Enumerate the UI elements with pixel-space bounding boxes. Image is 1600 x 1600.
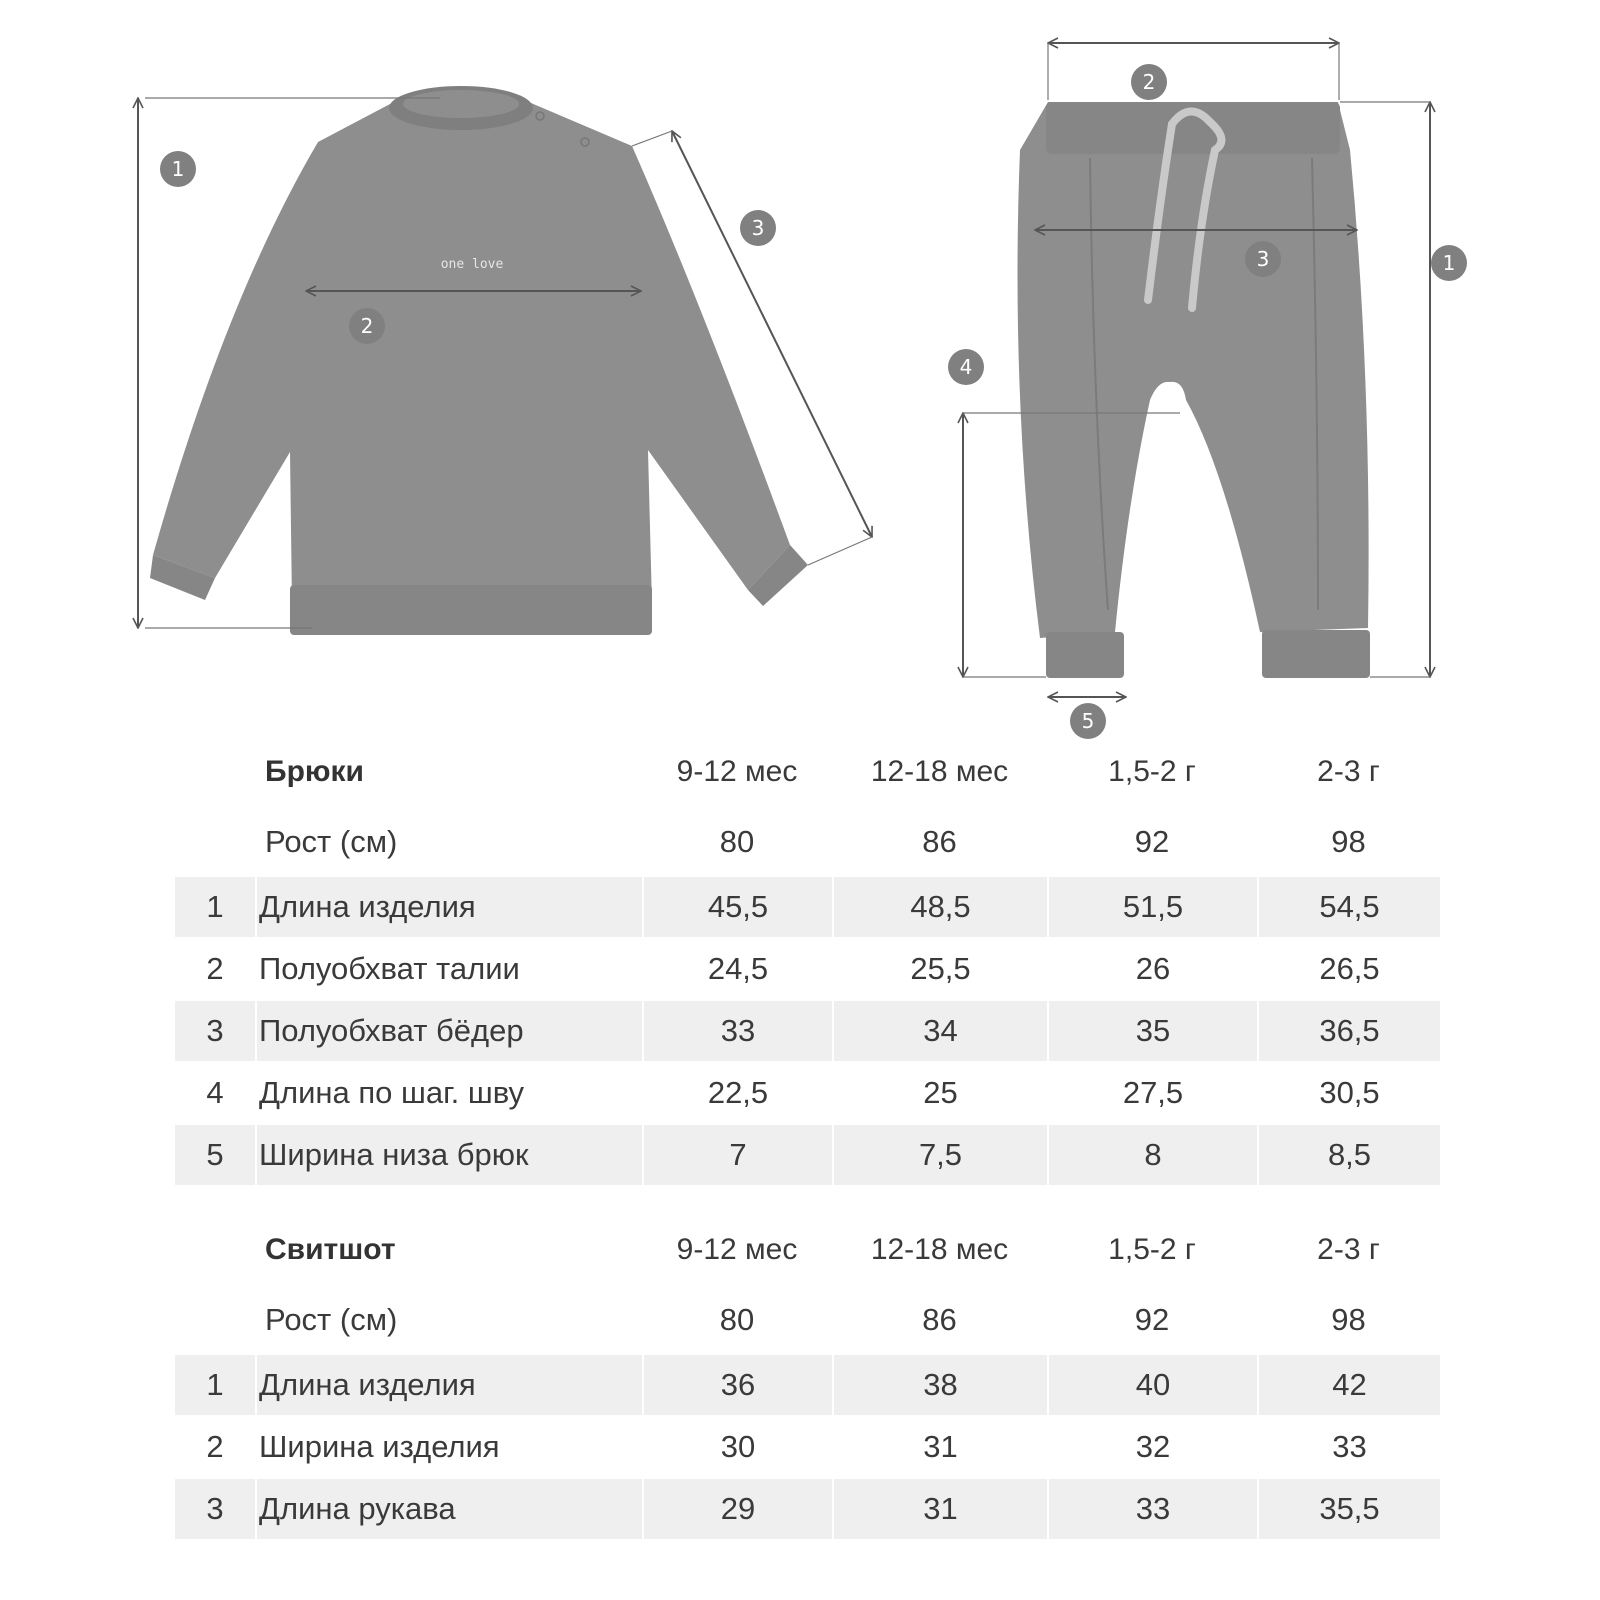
height-value: 92 (1134, 1302, 1170, 1337)
cell-value: 34 (832, 1001, 1047, 1061)
marker-badge-4 (948, 349, 984, 385)
size-header: 1,5-2 г (1108, 1233, 1196, 1266)
size-header: 2-3 г (1317, 1233, 1380, 1266)
row-label: Полуобхват бёдер (255, 1001, 642, 1061)
cell-value: 42 (1257, 1355, 1440, 1415)
cell-value: 40 (1047, 1355, 1257, 1415)
svg-text:1: 1 (1442, 251, 1456, 275)
row-label: Длина изделия (255, 877, 642, 937)
cell-value: 7,5 (832, 1125, 1047, 1185)
cell-value: 27,5 (1047, 1063, 1257, 1123)
svg-text:3: 3 (1256, 247, 1270, 271)
height-value: 98 (1331, 824, 1366, 859)
cell-value: 45,5 (642, 877, 832, 937)
table-row (175, 1001, 1440, 1061)
marker-badge-2 (349, 308, 385, 344)
pants-size-table (175, 737, 1440, 1187)
row-number: 3 (175, 1479, 255, 1539)
row-number: 4 (206, 1075, 224, 1110)
height-value: 86 (922, 824, 957, 859)
sweatshirt-size-table (175, 1215, 1440, 1541)
cell-value: 33 (1257, 1417, 1440, 1477)
row-number: 2 (206, 951, 224, 986)
size-header: 9-12 мес (676, 755, 798, 788)
row-number: 5 (175, 1125, 255, 1185)
row-number: 1 (175, 1355, 255, 1415)
row-label: Длина изделия (255, 1355, 642, 1415)
table-row (175, 1125, 1440, 1185)
svg-text:3: 3 (751, 216, 765, 240)
cell-value: 25 (832, 1063, 1047, 1123)
cell-value: 35,5 (1257, 1479, 1440, 1539)
cell-value: 26,5 (1257, 939, 1440, 999)
cell-value: 32 (1047, 1417, 1257, 1477)
table-row (175, 877, 1440, 937)
row-label: Ширина низа брюк (255, 1125, 642, 1185)
marker-badge-1 (1431, 245, 1467, 281)
marker-badge-5 (1070, 703, 1106, 739)
marker-badge-2 (1131, 64, 1167, 100)
marker-badge-3 (1245, 241, 1281, 277)
cell-value: 48,5 (832, 877, 1047, 937)
row-label: Длина по шаг. шву (255, 1063, 642, 1123)
height-label: Рост (см) (265, 1302, 398, 1337)
cell-value: 30,5 (1257, 1063, 1440, 1123)
height-row (175, 807, 1440, 877)
height-value: 86 (922, 1302, 957, 1337)
height-value: 80 (719, 824, 755, 859)
pants-right-cuff (1262, 630, 1370, 678)
cell-value: 54,5 (1257, 877, 1440, 937)
row-label: Полуобхват талии (255, 939, 642, 999)
cell-value: 8,5 (1257, 1125, 1440, 1185)
cell-value: 29 (642, 1479, 832, 1539)
row-label: Длина рукава (255, 1479, 642, 1539)
table-header (175, 737, 1440, 807)
cell-value: 30 (642, 1417, 832, 1477)
height-value: 80 (719, 1302, 755, 1337)
cell-value: 7 (642, 1125, 832, 1185)
pants-illustration (948, 43, 1467, 739)
cell-value: 36,5 (1257, 1001, 1440, 1061)
size-header: 2-3 г (1317, 755, 1380, 788)
table-row (175, 1479, 1440, 1539)
cell-value: 51,5 (1047, 877, 1257, 937)
table-row (175, 1355, 1440, 1415)
cell-value: 38 (832, 1355, 1047, 1415)
svg-text:4: 4 (959, 355, 973, 379)
cell-value: 31 (832, 1417, 1047, 1477)
size-header: 9-12 мес (676, 1233, 798, 1266)
svg-text:2: 2 (1142, 70, 1156, 94)
table-row (175, 939, 1440, 999)
height-row (175, 1285, 1440, 1355)
svg-text:5: 5 (1081, 709, 1095, 733)
sweatshirt-illustration (138, 86, 872, 635)
size-header: 1,5-2 г (1108, 755, 1196, 788)
row-label: Ширина изделия (255, 1417, 642, 1477)
table-row (175, 1417, 1440, 1477)
table-title: Брюки (265, 755, 364, 788)
row-number: 3 (175, 1001, 255, 1061)
garment-illustrations (0, 0, 1600, 733)
height-value: 98 (1331, 1302, 1366, 1337)
row-number: 2 (206, 1429, 224, 1464)
size-header: 12-18 мес (870, 755, 1009, 788)
svg-text:1: 1 (171, 157, 185, 181)
sweatshirt-hem-rib (290, 585, 652, 635)
cell-value: 35 (1047, 1001, 1257, 1061)
cell-value: 8 (1047, 1125, 1257, 1185)
cell-value: 22,5 (642, 1063, 832, 1123)
cell-value: 31 (832, 1479, 1047, 1539)
table-header (175, 1215, 1440, 1285)
cell-value: 33 (1047, 1479, 1257, 1539)
pants-left-cuff (1046, 632, 1124, 678)
cell-value: 26 (1047, 939, 1257, 999)
height-label: Рост (см) (265, 824, 398, 859)
table-title: Свитшот (265, 1233, 396, 1266)
cell-value: 24,5 (642, 939, 832, 999)
sweatshirt-body (153, 98, 790, 605)
marker-badge-3 (740, 210, 776, 246)
cell-value: 33 (642, 1001, 832, 1061)
size-header: 12-18 мес (870, 1233, 1009, 1266)
sweatshirt-print-text: one love (440, 257, 504, 272)
cell-value: 36 (642, 1355, 832, 1415)
table-row (175, 1063, 1440, 1123)
row-number: 1 (175, 877, 255, 937)
svg-text:2: 2 (360, 314, 374, 338)
cell-value: 25,5 (832, 939, 1047, 999)
height-value: 92 (1134, 824, 1170, 859)
marker-badge-1 (160, 151, 196, 187)
